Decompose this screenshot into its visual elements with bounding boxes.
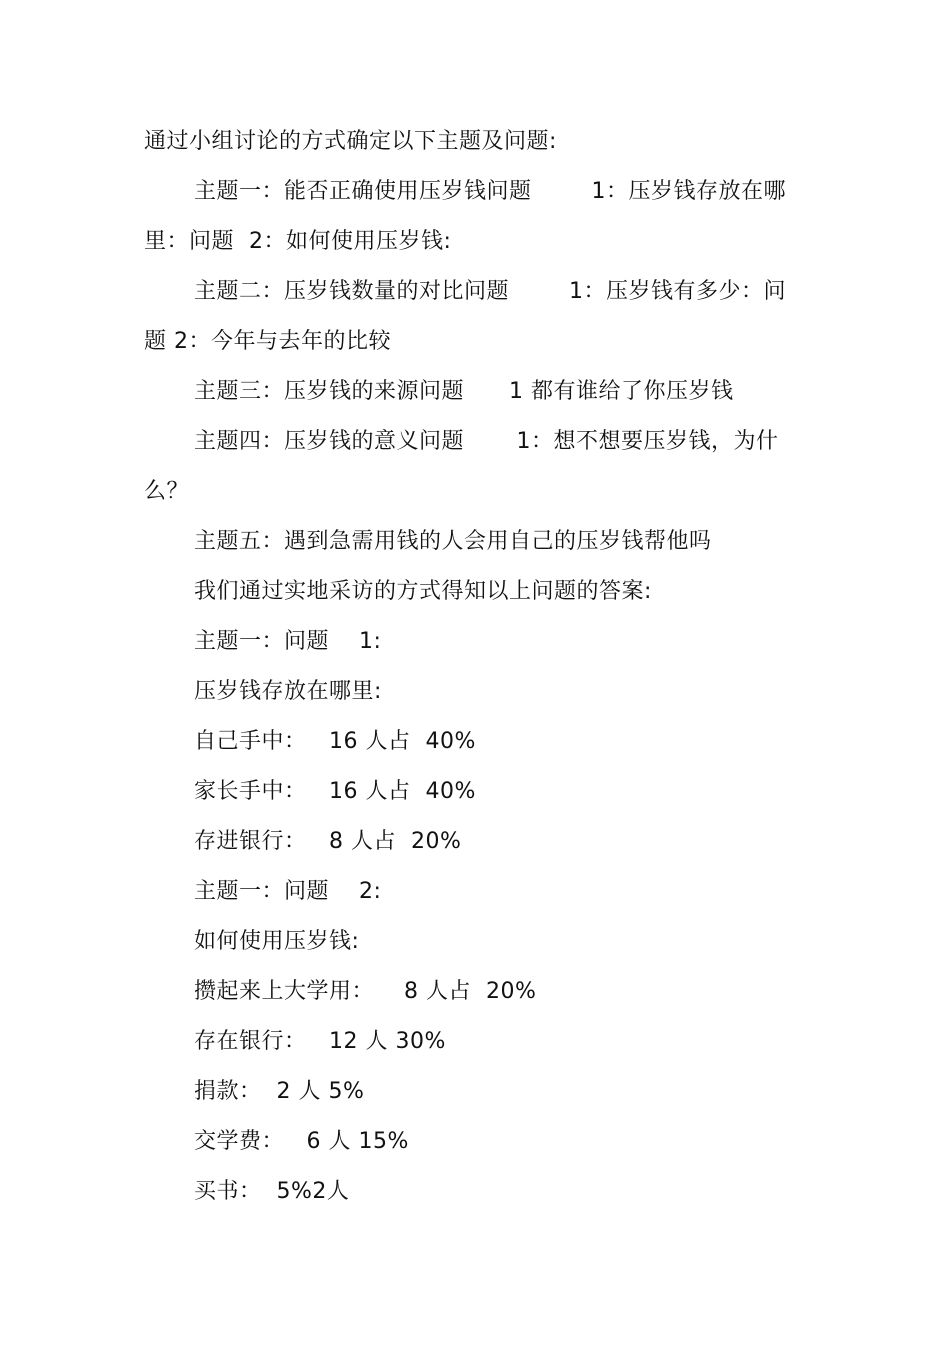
usage-answer-donate: 捐款： 2 人 5% [194, 1079, 365, 1104]
storage-answer-parents: 家长手中： 16 人占 40% [194, 779, 476, 804]
topic-4-line: 主题四：压岁钱的意义问题 1：想不想要压岁钱，为什 [194, 429, 779, 454]
usage-question: 如何使用压岁钱: [194, 929, 360, 954]
topic-1-question-2-heading: 主题一：问题 2: [194, 879, 382, 904]
topic-2-line: 主题二：压岁钱数量的对比问题 1：压岁钱有多少：问 [194, 279, 786, 304]
usage-answer-college: 攒起来上大学用： 8 人占 20% [194, 979, 537, 1004]
usage-answer-bank: 存在银行： 12 人 30% [194, 1029, 446, 1054]
storage-answer-bank: 存进银行： 8 人占 20% [194, 829, 462, 854]
topic-4-continuation: 么？ [144, 479, 190, 504]
intro-line: 通过小组讨论的方式确定以下主题及问题: [144, 129, 557, 154]
topic-3-line: 主题三：压岁钱的来源问题 1 都有谁给了你压岁钱 [194, 379, 734, 404]
usage-answer-books: 买书： 5%2人 [194, 1179, 350, 1204]
topic-1-question-1-heading: 主题一：问题 1: [194, 629, 382, 654]
storage-question: 压岁钱存放在哪里: [194, 679, 382, 704]
topic-5-line: 主题五：遇到急需用钱的人会用自己的压岁钱帮他吗 [194, 529, 712, 554]
topic-1-continuation: 里：问题 2：如何使用压岁钱: [144, 229, 452, 254]
topic-2-continuation: 题 2：今年与去年的比较 [144, 329, 391, 354]
storage-answer-self: 自己手中： 16 人占 40% [194, 729, 476, 754]
answers-intro-line: 我们通过实地采访的方式得知以上问题的答案: [194, 579, 652, 604]
topic-1-line: 主题一：能否正确使用压岁钱问题 1：压岁钱存放在哪 [194, 179, 786, 204]
usage-answer-tuition: 交学费： 6 人 15% [194, 1129, 409, 1154]
